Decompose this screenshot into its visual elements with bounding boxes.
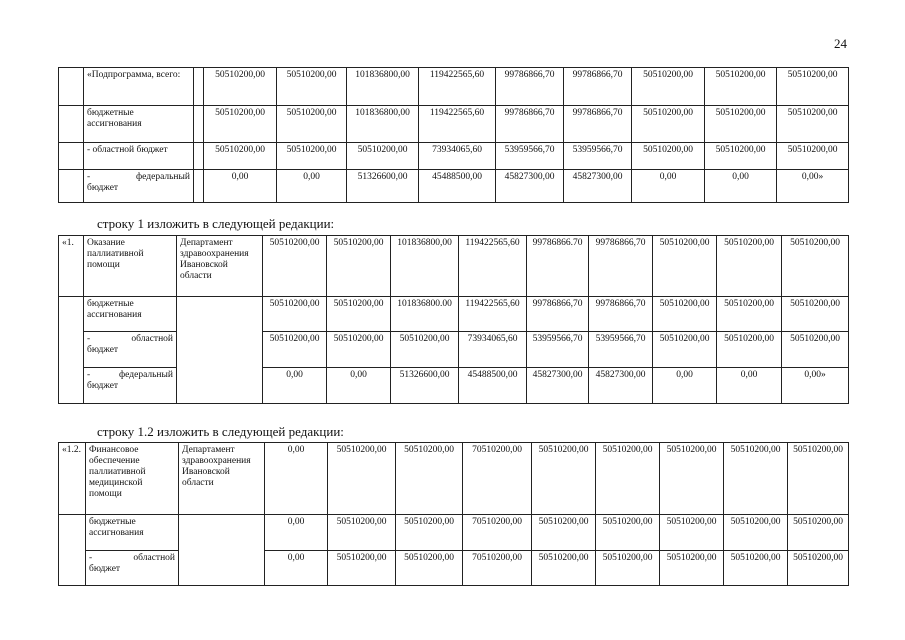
- table-cell: 50510200,00: [596, 515, 660, 551]
- row-label: - федеральный бюджет: [84, 368, 177, 404]
- table-cell: 99786866,70: [527, 297, 589, 332]
- table-cell: 50510200,00: [653, 236, 717, 297]
- table-cell: 53959566,70: [589, 332, 653, 368]
- table-cell: 50510200,00: [717, 297, 782, 332]
- instruction-row-1-2: строку 1.2 изложить в следующей редакции:: [97, 424, 344, 439]
- table-cell: 50510200,00: [777, 68, 849, 106]
- row-label: бюджетные ассигнования: [84, 297, 177, 332]
- table-cell: 0,00: [263, 368, 327, 404]
- table-cell: 50510200,00: [204, 143, 277, 170]
- table-row: [59, 297, 849, 332]
- table-cell: 99786866,70: [589, 236, 653, 297]
- table-cell: 50510200,00: [705, 143, 777, 170]
- row-label: «Подпрограмма, всего:: [84, 68, 194, 106]
- row-number: «1.2.: [59, 443, 86, 515]
- table-cell: 50510200,00: [532, 443, 596, 515]
- table-cell: 45488500,00: [419, 170, 496, 203]
- table-cell: 50510200,00: [632, 68, 705, 106]
- table-cell: 53959566,70: [564, 143, 632, 170]
- table-cell: 0,00: [277, 170, 347, 203]
- table-cell: 73934065,60: [419, 143, 496, 170]
- table-cell: 50510200,00: [263, 332, 327, 368]
- table-cell: 99786866,70: [496, 106, 564, 143]
- table-cell: 101836800.00: [391, 297, 459, 332]
- table-cell: 50510200,00: [777, 106, 849, 143]
- table-cell: 70510200,00: [463, 551, 532, 586]
- table-row: [59, 515, 849, 551]
- table-cell: 0,00»: [782, 368, 849, 404]
- table-cell: 70510200,00: [463, 443, 532, 515]
- table-cell: 0,00: [265, 515, 328, 551]
- table-cell: 50510200,00: [328, 515, 396, 551]
- row-label: - областной бюджет: [86, 551, 179, 586]
- table-cell: 50510200,00: [782, 297, 849, 332]
- table-cell: 50510200,00: [277, 68, 347, 106]
- table-cell: 101836800,00: [347, 68, 419, 106]
- table-cell: 0,00: [204, 170, 277, 203]
- row-label: бюджетные ассигнования: [86, 515, 179, 551]
- table-cell: 0,00: [265, 551, 328, 586]
- table-cell: 50510200,00: [653, 297, 717, 332]
- table-cell: 101836800,00: [347, 106, 419, 143]
- table-cell: 50510200,00: [705, 106, 777, 143]
- table-cell: 101836800,00: [391, 236, 459, 297]
- table-cell: 50510200,00: [653, 332, 717, 368]
- table-cell: 50510200,00: [660, 443, 724, 515]
- table-cell: 99786866.70: [527, 236, 589, 297]
- table-cell: 45827300,00: [496, 170, 564, 203]
- table-cell: 73934065,60: [459, 332, 527, 368]
- table-cell: 53959566,70: [527, 332, 589, 368]
- table-cell: 50510200,00: [782, 332, 849, 368]
- table-cell: 50510200,00: [347, 143, 419, 170]
- table-cell: 50510200,00: [532, 551, 596, 586]
- table-cell: 50510200,00: [327, 297, 391, 332]
- table-cell: 45827300,00: [589, 368, 653, 404]
- table-cell: 119422565,60: [459, 297, 527, 332]
- table-cell: 50510200,00: [396, 515, 463, 551]
- table-cell: 99786866,70: [564, 68, 632, 106]
- department-blank-cell: [177, 297, 263, 404]
- row-label: - областной бюджет: [84, 332, 177, 368]
- row-label: - областной бюджет: [84, 143, 194, 170]
- table-cell: 50510200,00: [277, 106, 347, 143]
- table-cell: 0,00»: [777, 170, 849, 203]
- table-cell: 50510200,00: [788, 443, 849, 515]
- page-number: 24: [834, 36, 847, 51]
- table-row: [59, 236, 849, 297]
- row-label: - федеральный бюджет: [84, 170, 194, 203]
- table-cell: 0,00: [632, 170, 705, 203]
- table-cell: 50510200,00: [532, 515, 596, 551]
- instruction-row-1: строку 1 изложить в следующей редакции:: [97, 216, 335, 231]
- table-cell: 0,00: [265, 443, 328, 515]
- table-cell: 50510200,00: [717, 236, 782, 297]
- table-cell: 50510200,00: [328, 551, 396, 586]
- table-cell: 45827300,00: [527, 368, 589, 404]
- table-cell: 50510200,00: [788, 551, 849, 586]
- table-cell: 0,00: [653, 368, 717, 404]
- table-cell: 50510200,00: [724, 551, 788, 586]
- table-cell: 50510200,00: [396, 551, 463, 586]
- row-number: «1.: [59, 236, 84, 297]
- table-row: [59, 551, 849, 586]
- table-cell: 99786866,70: [589, 297, 653, 332]
- table-row: [59, 443, 849, 515]
- table-cell: 50510200,00: [705, 68, 777, 106]
- table-cell: 70510200,00: [463, 515, 532, 551]
- table-cell: 50510200,00: [328, 443, 396, 515]
- table-cell: 50510200,00: [263, 236, 327, 297]
- table-cell: 50510200,00: [724, 443, 788, 515]
- row-1-table: [58, 235, 849, 404]
- row-1-2-table: [58, 442, 849, 586]
- row-label: Финансовое обеспечение паллиативной медицинской помощи: [86, 443, 179, 515]
- subprogram-totals-table: [58, 67, 849, 203]
- table-cell: 50510200,00: [788, 515, 849, 551]
- table-cell: 0,00: [327, 368, 391, 404]
- table-cell: 0,00: [705, 170, 777, 203]
- table-cell: 45827300,00: [564, 170, 632, 203]
- table-cell: 50510200,00: [777, 143, 849, 170]
- table-cell: 50510200,00: [277, 143, 347, 170]
- table-cell: 50510200,00: [717, 332, 782, 368]
- table-cell: 53959566,70: [496, 143, 564, 170]
- table-cell: 50510200,00: [327, 332, 391, 368]
- table-cell: 50510200,00: [632, 106, 705, 143]
- table-cell: 50510200,00: [263, 297, 327, 332]
- table-cell: 119422565,60: [419, 68, 496, 106]
- table-cell: 50510200,00: [724, 515, 788, 551]
- table-cell: 50510200,00: [396, 443, 463, 515]
- table-cell: 99786866,70: [564, 106, 632, 143]
- table-row: [59, 143, 849, 170]
- table-cell: 50510200,00: [327, 236, 391, 297]
- table-cell: 50510200,00: [596, 551, 660, 586]
- table-cell: 119422565,60: [459, 236, 527, 297]
- table-cell: 0,00: [717, 368, 782, 404]
- table-cell: 50510200,00: [596, 443, 660, 515]
- table-row: [59, 68, 849, 106]
- department-cell: Департамент здравоохранения Ивановской области: [179, 443, 265, 515]
- table-cell: 99786866,70: [496, 68, 564, 106]
- table-cell: 50510200,00: [660, 515, 724, 551]
- table-cell: 119422565,60: [419, 106, 496, 143]
- table-cell: 50510200,00: [204, 68, 277, 106]
- table-cell: 50510200,00: [204, 106, 277, 143]
- row-label: бюджетные ассигнования: [84, 106, 194, 143]
- table-cell: 45488500,00: [459, 368, 527, 404]
- table-row: [59, 170, 849, 203]
- table-cell: 50510200,00: [391, 332, 459, 368]
- table-cell: 50510200,00: [660, 551, 724, 586]
- table-cell: 50510200,00: [782, 236, 849, 297]
- row-label: Оказание паллиативной помощи: [84, 236, 177, 297]
- department-blank-cell: [179, 515, 265, 586]
- table-cell: 51326600,00: [391, 368, 459, 404]
- table-cell: 51326600,00: [347, 170, 419, 203]
- department-cell: Департамент здравоохранения Ивановской области: [177, 236, 263, 297]
- table-cell: 50510200,00: [632, 143, 705, 170]
- table-row: [59, 106, 849, 143]
